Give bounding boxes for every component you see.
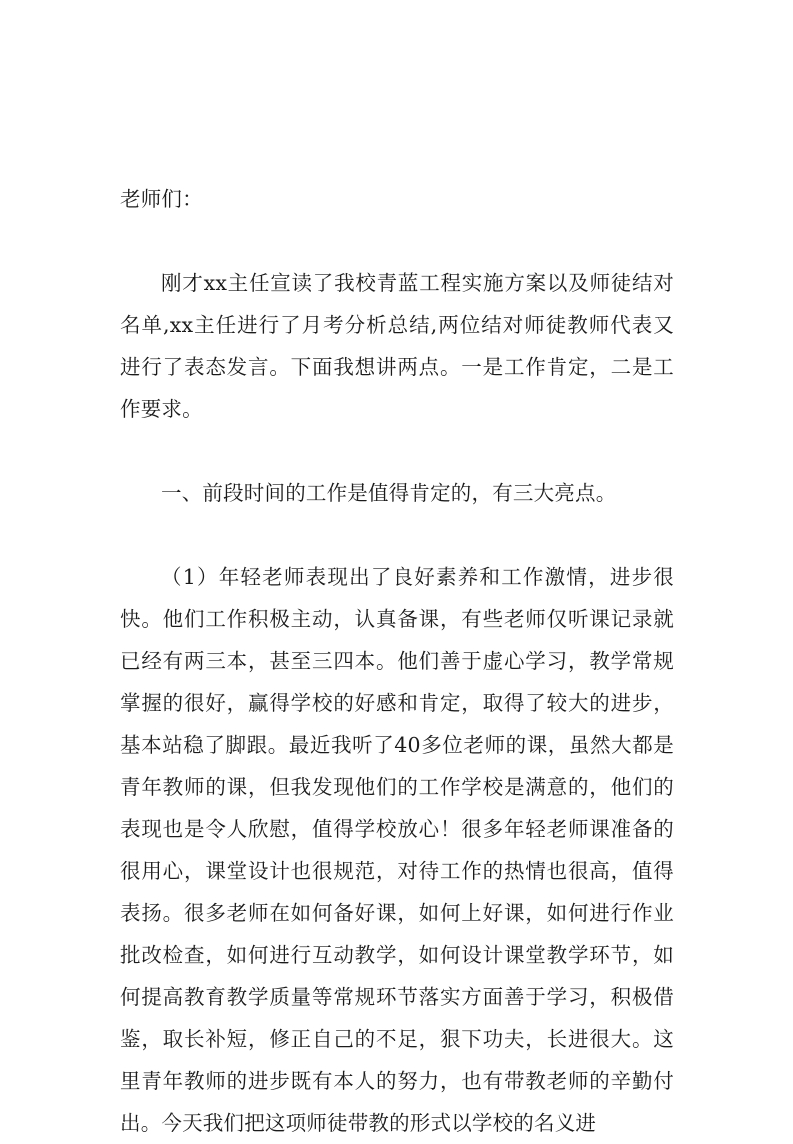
spacer-after-salutation [120,220,674,262]
document-body [120,178,674,1144]
section-heading-one: 一、前段时间的工作是值得肯定的，有三大亮点。 [161,481,617,505]
salutation-line: 老师们： [120,187,203,211]
spacer-before-item-one [120,514,674,556]
item-one-paragraph: （1）年轻老师表现出了良好素养和工作激情，进步很快。他们工作积极主动，认真备课，有些老师仅听课记录就已经有两三本，甚至三四本。他们善于虚心学习，教学常规掌握的很好，赢得学校的好感和肯定，取得了较大的进步，基本站稳了脚跟。最近我听了40多位老师的课，虽然大都是青年教师的课，但我发现他们的工作学校是满意的，他们的表现也是令人欣慰，值得学校放心！很多年轻老师课准备的很用心，课堂设计也很规范，对待工作的热情也很高，值得表扬。很多老师在如何备好课，如何上好课，如何进行作业批改检查，如何进行互动教学，如何设计课堂教学环节，如何提高教育教学质量等常规环节落实方面善于学习，积极借鉴，取长补短，修正自己的不足，狠下功夫，长进很大。这里青年教师的进步既有本人的努力，也有带教老师的辛勤付出。今天我们把这项师徒带教的形式以学校的名义进 [120,565,674,1135]
intro-paragraph: 刚才xx主任宣读了我校青蓝工程实施方案以及师徒结对名单,xx主任进行了月考分析总结,两位结对师徒教师代表又进行了表态发言。下面我想讲两点。一是工作肯定，二是工作要求。 [120,271,674,421]
spacer-before-heading [120,430,674,472]
